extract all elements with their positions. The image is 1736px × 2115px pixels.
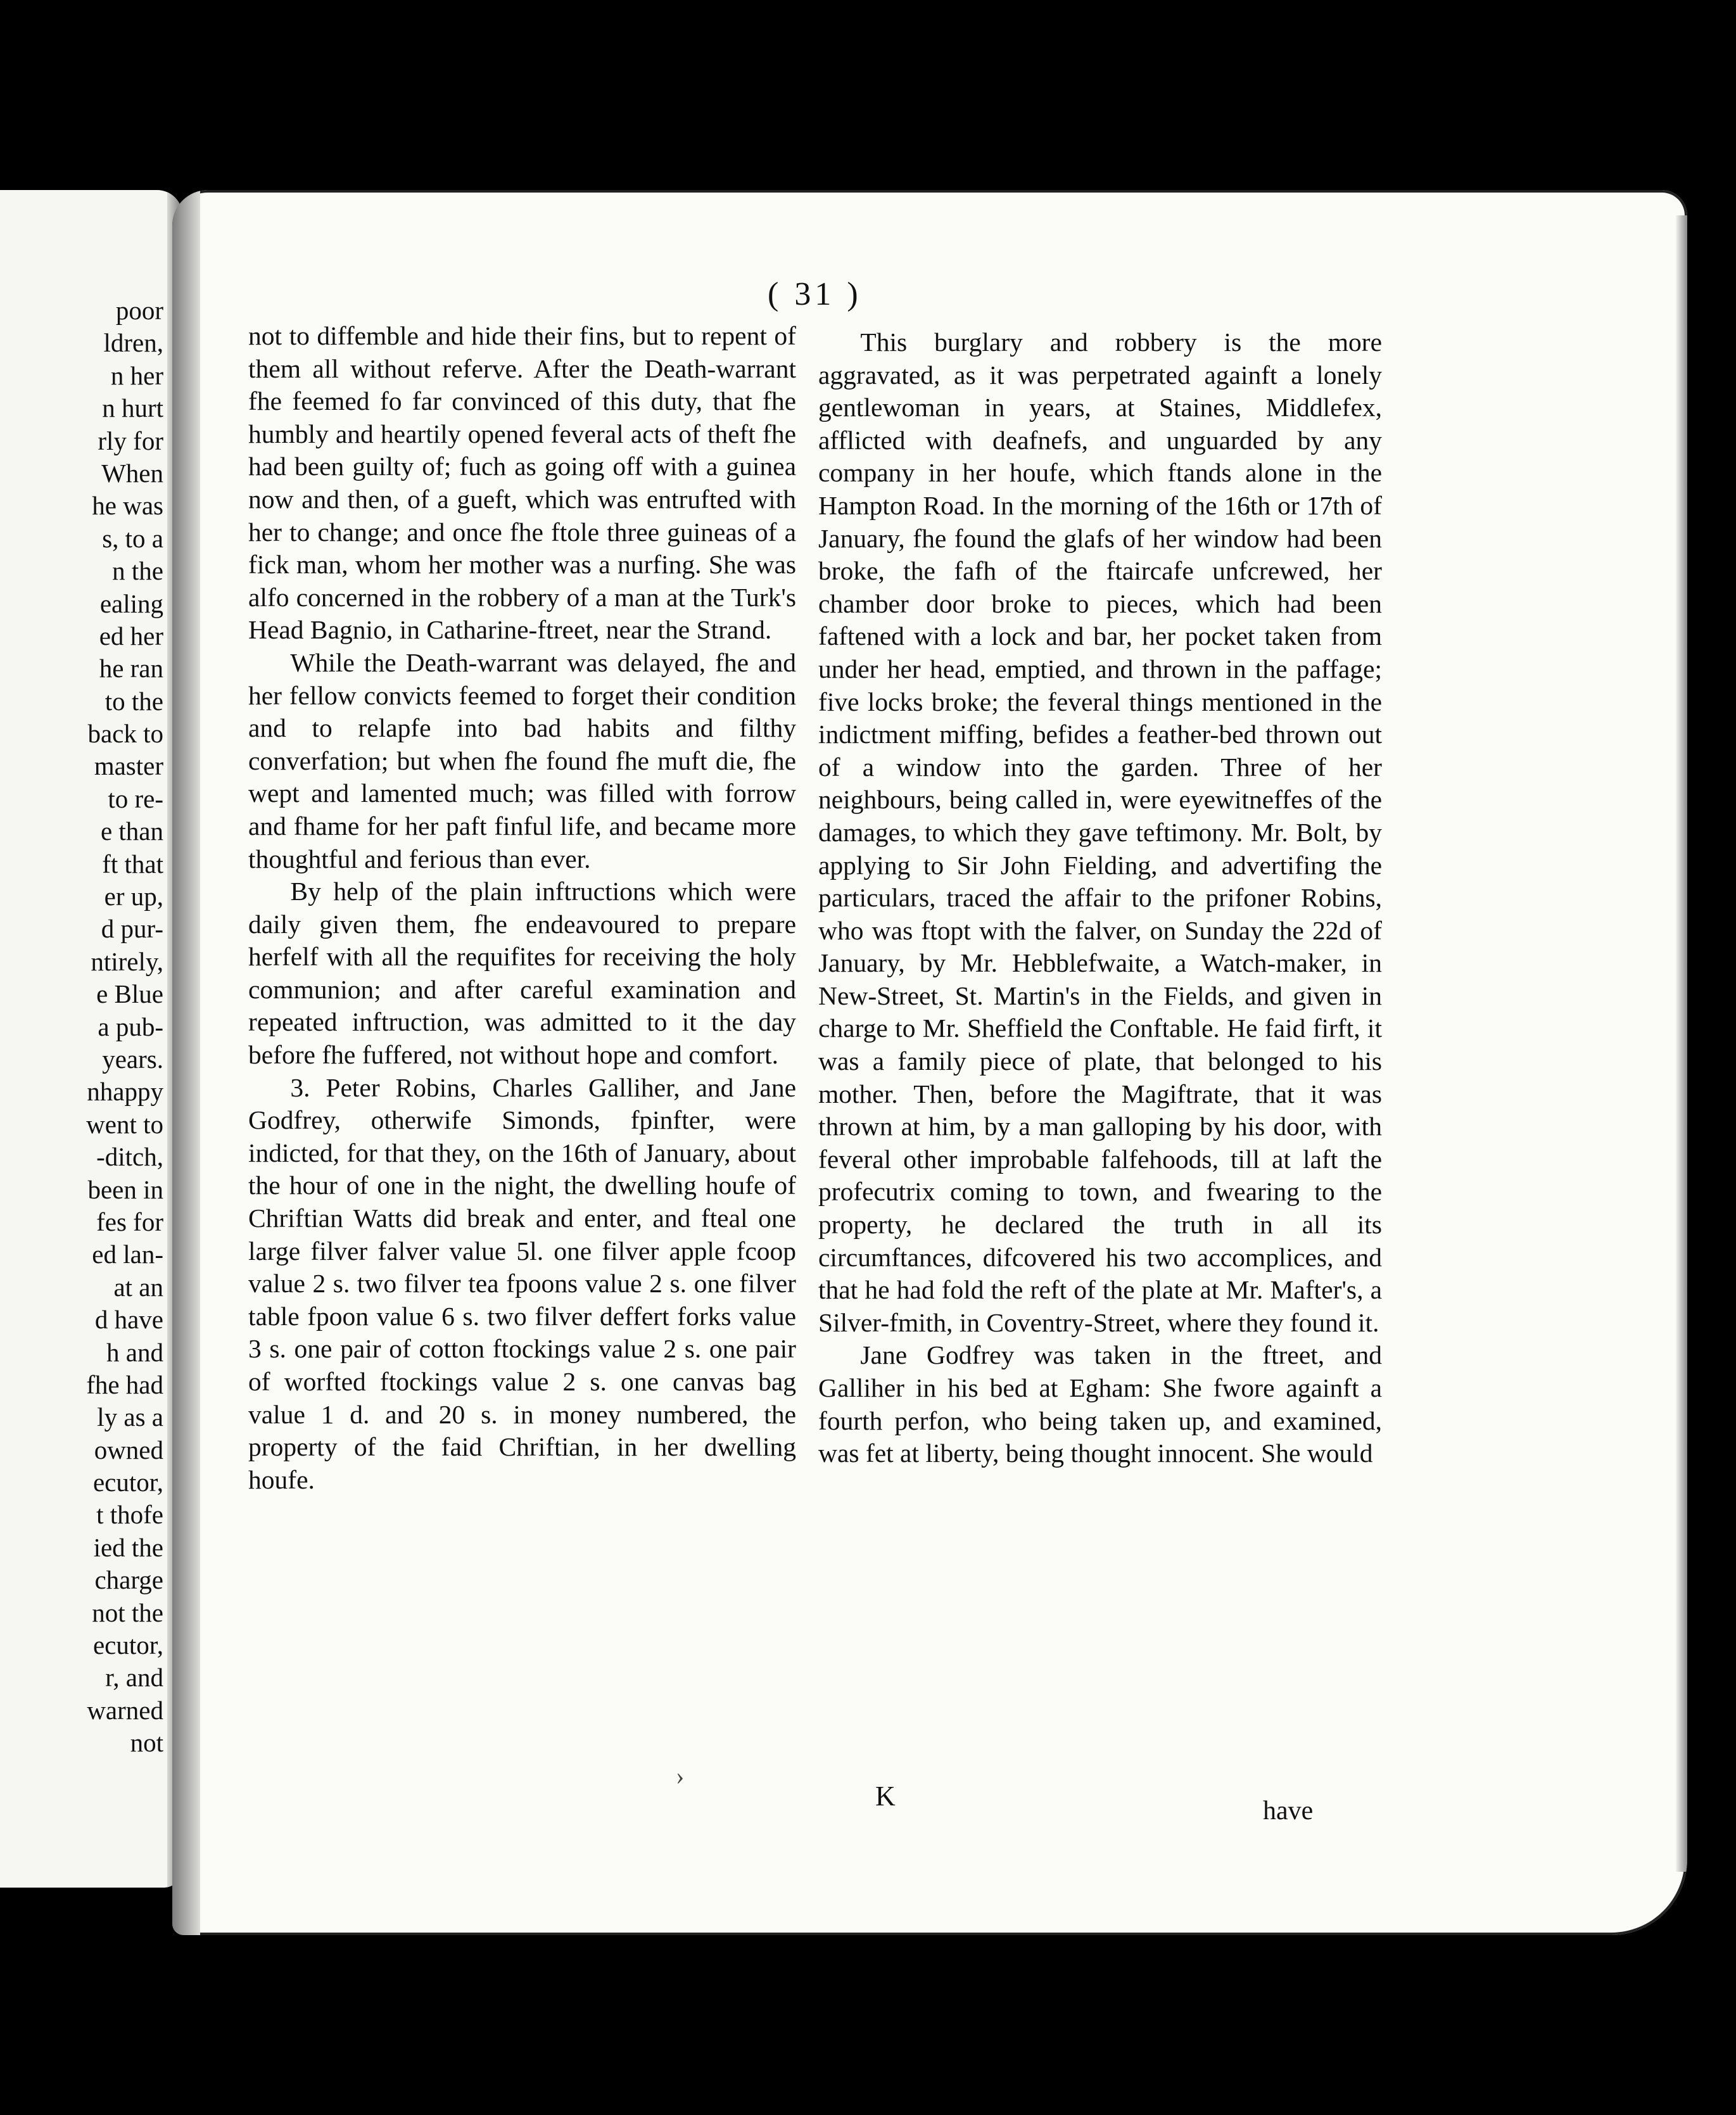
left-page-line: nhappy <box>87 1077 163 1107</box>
left-page-line: fes for <box>96 1207 163 1236</box>
left-page-line: warned <box>87 1695 163 1725</box>
paragraph: While the Death-warrant was delayed, fhe and her fellow convicts feemed to forget their condition and to relapfe into bad habits and filthy converfation; but when fhe found fhe muft die, fhe wept and lamented much; was filled with forrow and fhame for her paft finful life, and became more thoughtful and ferious than ever. <box>248 647 796 873</box>
left-page-line: ldren, <box>103 328 163 358</box>
left-page-line: went to <box>86 1109 163 1139</box>
left-page-line: e Blue <box>96 979 163 1009</box>
left-page-line: n the <box>112 556 163 586</box>
left-page-line: -ditch, <box>96 1142 163 1172</box>
left-page-line: ed her <box>99 621 163 651</box>
left-page-line: t thofe <box>96 1500 163 1530</box>
page-folio: ( 31 ) <box>768 276 862 312</box>
signature-mark: K <box>875 1781 896 1812</box>
left-page-line: not the <box>92 1597 163 1627</box>
left-page-line: ntirely, <box>91 946 163 976</box>
left-page-line: h and <box>106 1337 163 1367</box>
left-page-line: a pub- <box>98 1012 163 1041</box>
left-page-line: poor <box>115 296 163 325</box>
paragraph: Jane Godfrey was taken in the ftreet, and Galliher in his bed at Egham: She fwore againft a fourth perfon, who being taken up, and examined, was fet at liberty, being thought innocent. She would <box>818 1340 1382 1468</box>
catchword: have <box>1263 1796 1314 1826</box>
left-page-line: back to <box>87 719 163 749</box>
left-page-line: owned <box>94 1435 163 1464</box>
left-page-line: r, and <box>105 1663 163 1693</box>
left-page-line: he was <box>92 491 163 521</box>
left-page-line: charge <box>94 1565 163 1595</box>
left-facing-page <box>0 190 182 1888</box>
left-page-line: at an <box>113 1272 163 1302</box>
paragraph: 3. Peter Robins, Charles Galliher, and Jane Godfrey, otherwife Simonds, fpinfter, were indicted, for that they, on the 16th of January, about the hour of one in the night, the dwelling houfe of Chriftian Watts did break and enter, and fteal one large filver falver value 5l. one filver apple fcoop value 2 s. two filver tea fpoons value 2 s. one filver table fpoon value 6 s. two filver deffert forks value 3 s. one pair of cotton ftockings value 2 s. one pair of worfted ftockings value 2 s. one canvas bag value 1 d. and 20 s. in money numbered, the property of the faid Chriftian, in her dwelling houfe. <box>248 1072 796 1494</box>
text-column-right <box>818 326 1382 1470</box>
left-page-line: s, to a <box>102 523 163 553</box>
left-page-line: ecutor, <box>92 1468 163 1497</box>
left-page-line: rly for <box>98 426 163 455</box>
left-page-line: to the <box>105 686 163 716</box>
left-page-line: e than <box>100 816 163 846</box>
left-page-line: ealing <box>99 588 163 618</box>
left-page-line: ly as a <box>97 1402 163 1432</box>
left-page-line: ft that <box>102 849 163 879</box>
left-page-line: to re- <box>108 784 163 813</box>
left-page-line: fhe had <box>86 1369 163 1399</box>
left-page-line: years. <box>102 1044 163 1074</box>
left-page-line: not <box>130 1728 163 1758</box>
right-page <box>172 190 1687 1935</box>
left-page-line: n her <box>110 360 163 390</box>
left-page-line: ed lan- <box>92 1240 163 1269</box>
paragraph: This burglary and robbery is the more aggravated, as it was perpetrated againft a lonely gentlewoman in years, at Staines, Middlefex, afflicted with deafnefs, and unguarded by any company in her houfe, which ftands alone in the Hampton Road. In the morning of the 16th or 17th of January, fhe found the glafs of her window had been broke, the fafh of the ftaircafe unfcrewed, her chamber door broke to pieces, which had been faftened with a lock and bar, her pocket taken from under her head, emptied, and thrown in the paffage; five locks broke; the feveral things mentioned in the indictment miffing, befides a feather-bed thrown out of a window into the garden. Three of her neighbours, being called in, were eyewitneffes of the damages, to which they gave teftimony. Mr. Bolt, by applying to Sir John Fielding, and advertifing the particulars, traced the affair to the prifoner Robins, who was ftopt with the falver, on Sunday the 22d of January, by Mr. Hebblefwaite, a Watch-maker, in New-Street, St. Martin's in the Fields, and given in charge to Mr. Sheffield the Conftable. He faid firft, it was a family piece of plate, that belonged to his mother. Then, before the Magiftrate, that it was thrown at him, by a man galloping by his door, with feveral other improbable falfehoods, till at laft the profecutrix coming to town, and fwearing to the property, he declared the truth in all its circumftances, difcovered his two accomplices, and that he had fold the reft of the plate at Mr. Mafter's, a Silver-fmith, in Coventry-Street, where they found it. <box>818 327 1382 1337</box>
left-page-line: n hurt <box>102 393 163 423</box>
left-page-line: d pur- <box>101 914 163 944</box>
paragraph: not to diffemble and hide their fins, but to repent of them all without referve. After the Death-warrant fhe feemed fo far convinced of this duty, that fhe humbly and heartily opened feveral acts of theft fhe had been guilty of; fuch as going off with a guinea now and then, of a gueft, which was entrufted with her to change; and once fhe ftole three guineas of a fick man, whom her mother was a nurfing. She was alfo concerned in the robbery of a man at the Turk's Head Bagnio, in Catharine-ftreet, near the Strand. <box>248 321 796 645</box>
left-page-line: When <box>101 458 163 488</box>
left-page-line: master <box>94 751 163 781</box>
text-column-left <box>248 320 796 1496</box>
left-page-line: he ran <box>99 654 163 683</box>
left-page-line: been in <box>87 1174 163 1204</box>
left-page-line-ends <box>0 295 163 1760</box>
left-page-line: ied the <box>93 1532 163 1562</box>
left-page-line: d have <box>94 1305 163 1335</box>
paragraph: By help of the plain inftructions which were daily given them, fhe endeavoured to prepare herfelf with all the requifites for receiving the holy communion; and after careful examination and repeated inftruction, was admitted to it the day before fhe fuffered, not without hope and comfort. <box>248 877 796 1070</box>
stray-mark: › <box>676 1762 685 1790</box>
left-page-line: ecutor, <box>92 1630 163 1660</box>
left-page-line: er up, <box>104 882 163 911</box>
